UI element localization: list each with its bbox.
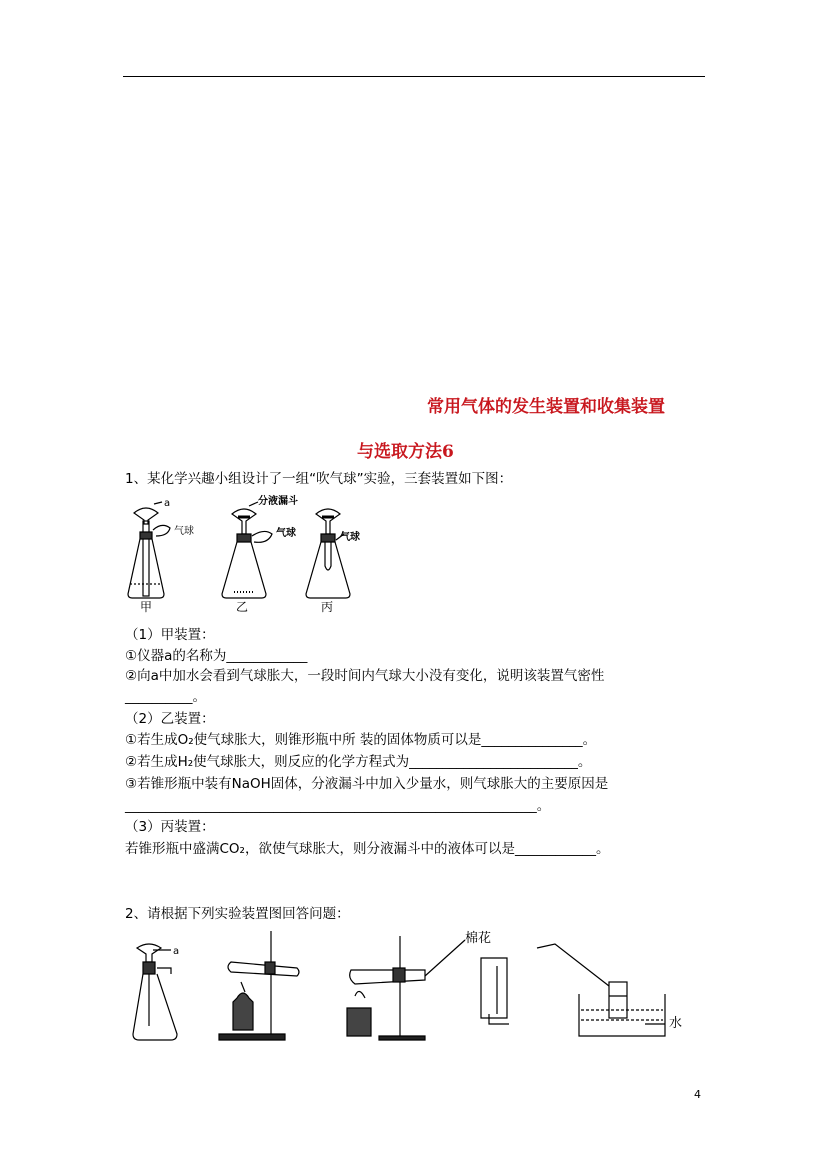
q1-p1-1: ①仪器a的名称为____________: [125, 648, 308, 664]
q1-p3-1: 若锥形瓶中盛满CO₂，欲使气球胀大，则分液漏斗中的液体可以是____________。: [125, 841, 610, 857]
q1-apparatus-figure: [122, 494, 372, 616]
caption-jia: 甲: [140, 600, 153, 614]
q1-p2-2: ②若生成H₂使气球胀大，则反应的化学方程式为_________________________。: [125, 754, 592, 770]
apparatus-bing: [306, 509, 350, 598]
apparatus-b: [219, 931, 299, 1040]
label-balloon-bing: 气球: [340, 532, 360, 543]
title-line-1: 常用气体的发生装置和收集装置: [427, 397, 665, 417]
q1-stem: 1、某化学兴趣小组设计了一组“吹气球”实验，三套装置如下图：: [125, 471, 513, 487]
q2-apparatus-figure: [125, 926, 695, 1051]
caption-yi: 乙: [236, 600, 249, 614]
label-balloon-jia: 气球: [174, 526, 194, 537]
q1-part3-head: （3）丙装置：: [125, 819, 215, 835]
header-rule: [123, 76, 705, 77]
q1-p2-4: _____________________________________________________________。: [125, 798, 551, 814]
apparatus-jia: [128, 502, 170, 598]
label-funnel: 分液漏斗: [258, 496, 298, 507]
caption-bing: 丙: [321, 600, 334, 614]
q2-stem: 2、请根据下列实验装置图回答问题：: [125, 906, 350, 922]
q1-p2-1: ①若生成O₂使气球胀大，则锥形瓶中所 装的固体物质可以是_______________。: [125, 732, 597, 748]
apparatus-d: [481, 958, 509, 1024]
page-number: 4: [694, 1088, 701, 1101]
apparatus-e: [537, 944, 665, 1036]
apparatus-c: [347, 936, 465, 1040]
apparatus-yi: [222, 509, 272, 598]
q1-part1-head: （1）甲装置：: [125, 627, 215, 643]
q1-part2-head: （2）乙装置：: [125, 711, 215, 727]
label-cotton: 棉花: [465, 931, 492, 946]
q1-p2-3: ③若锥形瓶中装有NaOH固体，分液漏斗中加入少量水，则气球胀大的主要原因是: [125, 776, 609, 792]
apparatus-a: [133, 944, 180, 1040]
label-a-q2: a: [173, 946, 180, 957]
label-a: a: [164, 498, 171, 509]
label-water: 水: [669, 1016, 683, 1031]
q1-p1-2: ②向a中加水会看到气球胀大，一段时间内气球大小没有变化，说明该装置气密性: [125, 668, 605, 684]
title-line-2: 与选取方法6: [357, 442, 454, 462]
q1-p1-3: __________。: [125, 689, 206, 705]
label-balloon-yi: 气球: [276, 528, 296, 539]
